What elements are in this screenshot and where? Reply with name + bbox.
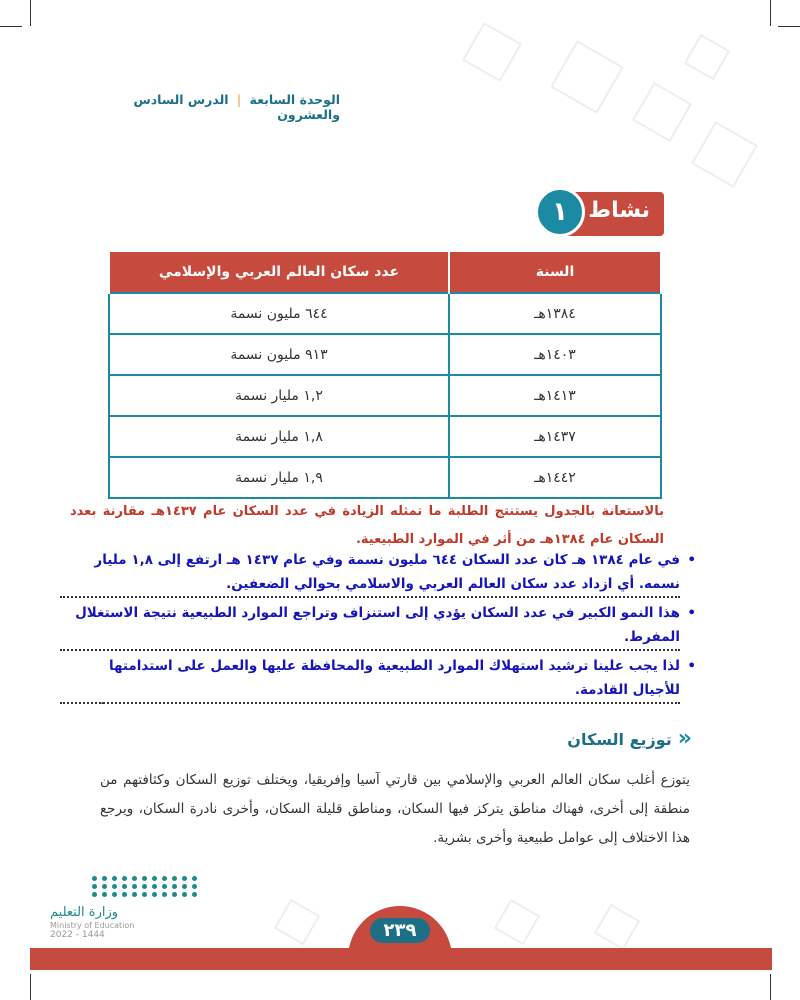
ministry-english-name: Ministry of Education — [50, 921, 135, 930]
ministry-arabic-name: وزارة التعليم — [50, 905, 119, 920]
decorative-square — [632, 82, 692, 142]
table-row — [109, 334, 661, 375]
answer-list — [60, 548, 702, 707]
decorative-square — [550, 40, 624, 114]
edition-year: 2022 - 1444 — [50, 930, 105, 940]
year-cell: ١٤٣٧هـ — [449, 416, 661, 457]
answer-item: • في عام ١٣٨٤ هـ كان عدد السكان ٦٤٤ مليون نسمة وفي عام ١٤٣٧ هـ ارتفع إلى ١,٨ مليار نسمه. أي ازداد عدد سكان العالم العربي والاسلامي بحوالي الضعفين. — [60, 548, 680, 598]
decorative-square — [274, 899, 320, 945]
unit-label: الوحدة السابعة — [249, 92, 340, 107]
crop-mark — [778, 26, 800, 27]
population-cell: ١,٢ مليار نسمة — [109, 375, 449, 416]
year-cell: ١٣٨٤هـ — [449, 293, 661, 334]
table-row — [109, 416, 661, 457]
activity-badge — [538, 192, 664, 236]
decorative-square — [494, 899, 540, 945]
crop-mark — [770, 974, 771, 1000]
section-heading — [567, 728, 692, 750]
ministry-dots-icon — [92, 876, 200, 897]
population-cell: ٩١٣ مليون نسمة — [109, 334, 449, 375]
year-cell: ١٤١٣هـ — [449, 375, 661, 416]
population-cell: ١,٩ مليار نسمة — [109, 457, 449, 498]
year-cell: ١٤٠٣هـ — [449, 334, 661, 375]
trailing-dot: . — [100, 692, 105, 708]
table-header-row — [109, 251, 661, 293]
crop-mark — [30, 0, 31, 26]
crop-mark — [30, 974, 31, 1000]
page-number-tab — [348, 906, 452, 966]
population-table — [108, 250, 662, 499]
decorative-square — [594, 904, 640, 950]
double-chevron-icon: « — [677, 726, 692, 751]
population-column-header: عدد سكان العالم العربي والإسلامي — [109, 251, 449, 293]
table-row — [109, 457, 661, 498]
decorative-square — [691, 121, 758, 188]
section-paragraph: يتوزع أغلب سكان العالم العربي والإسلامي بين قارتي آسيا وإفريقيا، ويختلف توزيع السكان وكثافتهم من منطقة إلى أخرى، فهناك مناطق يتركز فيها السكان، ومناطق قليلة السكان، وأخرى نادرة السكان، ويرجع هذا الاختلاف إلى عوامل طبيعية وأخرى بشرية. — [100, 772, 690, 846]
table-row — [109, 375, 661, 416]
crop-mark — [770, 0, 771, 26]
breadcrumb-separator: | — [236, 92, 242, 107]
ministry-logo — [50, 876, 200, 940]
year-column-header: السنة — [449, 251, 661, 293]
page-number: ٢٣٩ — [370, 918, 431, 943]
answer-item: • هذا النمو الكبير في عدد السكان يؤدي إلى استنزاف وتراجع الموارد الطبيعية نتيجة الاستغلال المفرط. — [60, 601, 680, 651]
crop-mark — [0, 26, 22, 27]
activity-question: بالاستعانة بالجدول يستنتج الطلبة ما تمثله الزيادة في عدد السكان عام ١٤٣٧هـ مقارنة بعدد السكان عام ١٣٨٤هـ من أثر في الموارد الطبيعية. — [70, 504, 664, 547]
section-title: توزيع السكان — [567, 729, 672, 749]
breadcrumb — [100, 92, 340, 122]
answer-item: • لذا يجب علينا ترشيد استهلاك الموارد الطبيعية والمحافظة عليها والعمل على استدامتها للأجيال القادمة. — [60, 654, 680, 704]
year-cell: ١٤٤٢هـ — [449, 457, 661, 498]
population-cell: ٦٤٤ مليون نسمة — [109, 293, 449, 334]
decorative-square — [684, 34, 730, 80]
table-row — [109, 293, 661, 334]
population-cell: ١,٨ مليار نسمة — [109, 416, 449, 457]
decorative-square — [462, 22, 522, 82]
activity-number: ١ — [535, 187, 585, 237]
lesson-label: الدرس السادس والعشرون — [133, 92, 340, 122]
activity-label: نشاط — [588, 198, 650, 223]
